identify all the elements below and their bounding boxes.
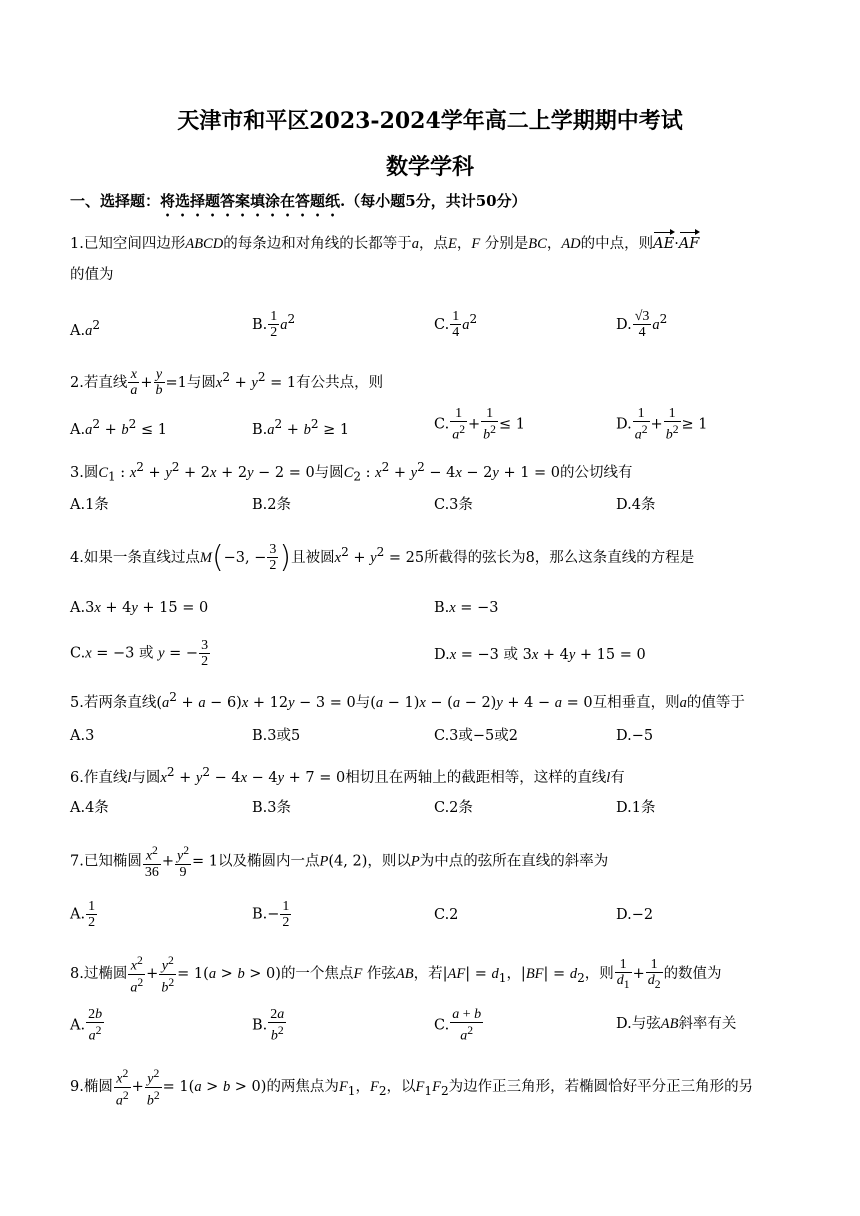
question-7-number: 7. — [70, 853, 84, 870]
question-1-option-b[interactable]: B. $\frac{1}{2}$ $a^2$ — [252, 309, 296, 341]
question-5-option-b[interactable]: B.3或5 — [252, 728, 301, 744]
question-7-stem: 7.已知椭圆 $\frac{x^2}{36}$ + $\frac{y^2}{9}$ = 1以及椭圆内一点P(4, 2)，则以P为中点的弦所在直线的斜率为 — [70, 844, 609, 880]
question-4-number: 4. — [70, 549, 84, 566]
question-8-option-c[interactable]: C. $\frac{a + b}{a^2}$ — [434, 1007, 482, 1044]
question-3-option-a[interactable]: A.1条 — [70, 497, 109, 513]
question-4-option-b[interactable]: B.x = −3 — [434, 600, 499, 616]
section-prefix: 一、选择题： — [70, 192, 161, 210]
question-4-option-a[interactable]: A.3x + 4y + 15 = 0 — [70, 600, 209, 616]
page-title: 天津市和平区2023-2024学年高二上学期期中考试 — [177, 108, 683, 134]
question-2-option-b[interactable]: $B.a^2 + b^2 \ge 1$ — [252, 417, 350, 438]
question-8-option-a[interactable]: A. $\frac{2b}{a^2}$ — [70, 1007, 103, 1044]
question-3-option-c[interactable]: C.3条 — [434, 497, 473, 513]
question-2-option-d[interactable]: D. $\frac{1}{a^2}$ + $\frac{1}{b^2}$ ≥ 1 — [616, 406, 708, 443]
question-5-stem: 5.若两条直线$(a^2 + a - 6)x + 12y - 3 = 0$与(a − 1)x − (a − 2)y + 4 − a = 0互相垂直，则a的值等于 — [70, 690, 745, 711]
question-7-option-b[interactable]: B.− $\frac{1}{2}$ — [252, 899, 290, 930]
question-4-option-d[interactable]: D.x = −3 或 3x + 4y + 15 = 0 — [434, 647, 646, 663]
question-3-number: 3. — [70, 464, 84, 481]
question-5-option-c[interactable]: C.3或−5或2 — [434, 728, 519, 744]
question-3-option-b[interactable]: B.2条 — [252, 497, 291, 513]
question-5-number: 5. — [70, 694, 84, 711]
question-6-option-b[interactable]: B.3条 — [252, 800, 291, 816]
question-1-option-c[interactable]: C. $\frac{1}{4}$ $a^2$ — [434, 309, 478, 341]
question-3-option-d[interactable]: D.4条 — [616, 497, 656, 513]
question-7-option-a[interactable]: A. $\frac{1}{2}$ — [70, 899, 96, 930]
question-9-stem: 9.椭圆 $\frac{x^2}{a^2}$ + $\frac{y^2}{b^2}$ = 1(a > b > 0)的两焦点为$F_1$，$F_2$，以$F_1F_2$为边作正三角形，若椭圆恰好平分正三角形的另 — [70, 1067, 754, 1109]
question-3-stem: 3.圆$C_1$ : $x^2 + y^2 + 2x + 2y - 2 = 0$与圆$C_2$ : $x^2 + y^2 - 4x - 2y + 1 = 0$的公切线有 — [70, 460, 633, 484]
question-7-option-c[interactable]: C.2 — [434, 907, 459, 923]
question-5-option-a[interactable]: A.3 — [70, 728, 95, 744]
section-note: （每小题5分，共计50分） — [345, 192, 527, 210]
question-4-option-c[interactable]: C.x = −3 或 y = − $\frac{3}{2}$ — [70, 638, 209, 669]
question-7-option-d[interactable]: D.−2 — [616, 907, 654, 923]
question-5-option-d[interactable]: D.−5 — [616, 728, 654, 744]
question-1-stem: 1.已知空间四边形ABCD的每条边和对角线的长都等于a，点E，F 分别是BC，AD的中点，则AE·AF — [70, 233, 699, 255]
question-8-number: 8. — [70, 966, 84, 983]
question-2-option-c[interactable]: C. $\frac{1}{a^2}$ + $\frac{1}{b^2}$ ≤ 1 — [434, 406, 525, 443]
question-2-option-a[interactable]: $A.a^2 + b^2 \le 1$ — [70, 417, 167, 438]
section-heading — [70, 190, 527, 220]
question-1-number: 1. — [70, 236, 84, 252]
question-8-option-b[interactable]: B. $\frac{2a}{b^2}$ — [252, 1007, 285, 1044]
question-9-number: 9. — [70, 1079, 84, 1096]
section-emphasis: 将选择题答案填涂在答题纸. — [160, 192, 346, 210]
question-1-option-d[interactable]: D. $\frac{√3}{4}$ $a^2$ — [616, 309, 668, 341]
question-2-stem: 2.若直线 $\frac{x}{a}$ + $\frac{y}{b}$ =1与圆$x^2 + y^2 = 1$有公共点，则 — [70, 367, 384, 399]
question-6-option-a[interactable]: A.4条 — [70, 800, 109, 816]
page-subtitle: 数学学科 — [385, 154, 474, 180]
question-6-stem: 6.作直线l与圆$x^2 + y^2 - 4x - 4y + 7 = 0$相切且在两轴上的截距相等，这样的直线l有 — [70, 765, 625, 786]
question-8-option-d[interactable]: D.与弦AB斜率有关 — [616, 1016, 737, 1032]
question-8-stem: 8.过椭圆 $\frac{x^2}{a^2}$ + $\frac{y^2}{b^2}$ = 1(a > b > 0)的一个焦点F 作弦AB，若$|AF| = d_1$，$|BF| = d_2$，则 $\frac{1}{d_1}$ + $\frac{1}{d_2}$ 的数值为 — [70, 954, 722, 996]
question-6-option-c[interactable]: C.2条 — [434, 800, 473, 816]
question-6-option-d[interactable]: D.1条 — [616, 800, 656, 816]
question-6-number: 6. — [70, 769, 84, 786]
question-4-stem: 4.如果一条直线过点M(−3, − $\frac{3}{2}$ )且被圆$x^2 + y^2 = 25$所截得的弦长为8，那么这条直线的方程是 — [70, 539, 695, 575]
question-2-number: 2. — [70, 374, 84, 391]
question-1-stem-cont: 的值为 — [70, 267, 114, 283]
question-1-option-a[interactable]: $A.a^2$ — [70, 318, 101, 339]
